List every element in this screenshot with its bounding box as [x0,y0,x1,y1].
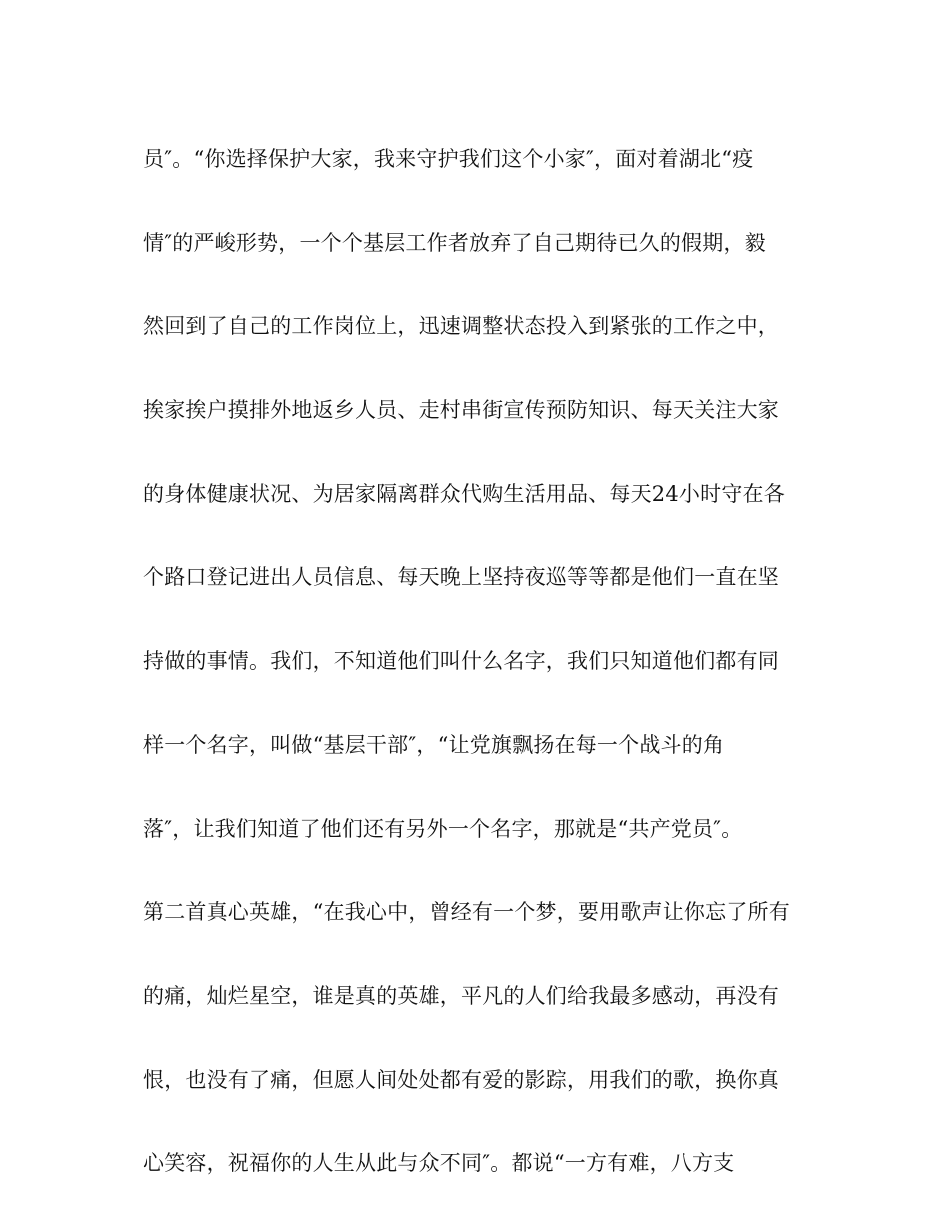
text-line-3: 然回到了自己的工作岗位上，迅速调整状态投入到紧张的工作之中， [143,314,779,339]
text-line-11: 的痛，灿烂星空，谁是真的英雄，平凡的人们给我最多感动，再没有 [143,983,779,1008]
text-line-5: 的身体健康状况、为居家隔离群众代购生活用品、每天24小时守在各 [143,481,785,506]
text-line-2: 情″的严峻形势，一个个基层工作者放弃了自己期待已久的假期，毅 [143,230,766,255]
text-line-13: 心笑容，祝福你的人生从此与众不同″。都说“一方有难，八方支 [143,1151,735,1176]
text-line-6: 个路口登记进出人员信息、每天晚上坚持夜巡等等都是他们一直在坚 [143,565,779,590]
text-line-4: 挨家挨户摸排外地返乡人员、走村串街宣传预防知识、每天关注大家 [143,398,779,423]
text-line-8: 样一个名字，叫做“基层干部″，“让党旗飘扬在每一个战斗的角 [143,732,725,757]
text-line-12: 恨，也没有了痛，但愿人间处处都有爱的影踪，用我们的歌，换你真 [143,1067,779,1092]
body-text [143,138,823,1226]
text-line-1: 员″。“你选择保护大家，我来守护我们这个小家″，面对着湖北“疫 [143,147,754,171]
text-line-7: 持做的事情。我们，不知道他们叫什么名字，我们只知道他们都有同 [143,649,779,674]
text-line-9: 落″，让我们知道了他们还有另外一个名字，那就是“共产党员″。 [143,816,743,841]
text-line-10: 第二首真心英雄，“在我心中，曾经有一个梦，要用歌声让你忘了所有 [143,900,790,925]
